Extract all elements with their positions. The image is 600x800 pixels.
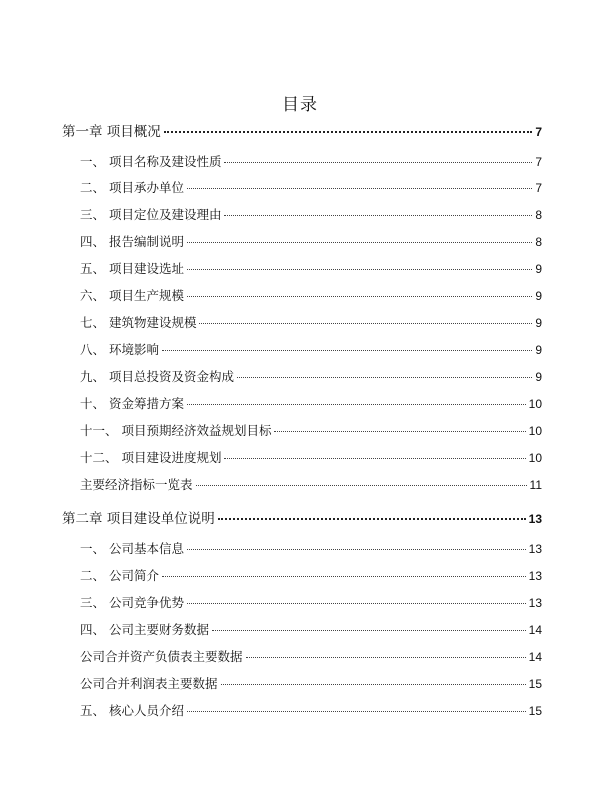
toc-section-entry[interactable] — [80, 647, 542, 665]
toc-entry-label: 三、 项目定位及建设理由 — [80, 207, 222, 222]
toc-section-entry[interactable] — [80, 539, 542, 557]
toc-entry-page-number: 7 — [535, 181, 542, 195]
dot-leader — [196, 485, 527, 486]
toc-entry-page-number: 13 — [528, 542, 542, 556]
toc-entry-label: 七、 建筑物建设规模 — [80, 315, 197, 330]
toc-entry-page-number: 14 — [528, 623, 542, 637]
toc-entry-page-number: 10 — [528, 424, 542, 438]
toc-entry-label: 五、 项目建设选址 — [80, 261, 184, 276]
toc-entry-page-number: 9 — [535, 316, 542, 330]
dot-leader — [187, 296, 532, 297]
toc-entry-page-number: 9 — [535, 289, 542, 303]
toc-entry-page-number: 13 — [528, 569, 542, 583]
toc-chapter-entry[interactable] — [62, 507, 542, 527]
dot-leader — [187, 188, 532, 189]
toc-section-entry[interactable] — [80, 475, 542, 493]
toc-entry-label: 三、 公司竞争优势 — [80, 595, 184, 610]
toc-entry-label: 四、 公司主要财务数据 — [80, 622, 209, 637]
dot-leader — [162, 350, 532, 351]
dot-leader — [246, 657, 526, 658]
toc-entry-label: 公司合并资产负债表主要数据 — [80, 649, 243, 664]
toc-section-entry[interactable] — [80, 448, 542, 466]
toc-entry-page-number: 13 — [528, 512, 542, 526]
toc-entry-page-number: 11 — [529, 478, 542, 492]
dot-leader — [187, 549, 526, 550]
dot-leader — [224, 215, 532, 216]
toc-section-entry[interactable] — [80, 593, 542, 611]
toc-entry-label: 八、 环境影响 — [80, 342, 159, 357]
toc-entry-label: 二、 项目承办单位 — [80, 180, 184, 195]
toc-entry-label: 十一、 项目预期经济效益规划目标 — [80, 423, 272, 438]
toc-section-entry[interactable] — [80, 205, 542, 223]
toc-entry-label: 公司合并利润表主要数据 — [80, 676, 218, 691]
toc-entry-page-number: 8 — [535, 208, 542, 222]
toc-entry-page-number: 9 — [535, 262, 542, 276]
toc-entry-page-number: 15 — [528, 704, 542, 718]
toc-entry-label: 二、 公司简介 — [80, 568, 159, 583]
toc-entry-page-number: 8 — [535, 235, 542, 249]
dot-leader — [187, 242, 532, 243]
toc-section-entry[interactable] — [80, 394, 542, 412]
toc-section-entry[interactable] — [80, 286, 542, 304]
dot-leader — [164, 131, 533, 133]
toc-entry-page-number: 9 — [535, 370, 542, 384]
toc-entry-label: 第二章 项目建设单位说明 — [62, 511, 215, 527]
dot-leader — [224, 162, 532, 163]
toc-entry-page-number: 7 — [535, 155, 542, 169]
toc-entry-page-number: 7 — [535, 125, 542, 139]
dot-leader — [224, 458, 525, 459]
toc-section-entry[interactable] — [80, 178, 542, 196]
toc-section-entry[interactable] — [80, 701, 542, 719]
toc-entry-label: 十二、 项目建设进度规划 — [80, 450, 222, 465]
dot-leader — [187, 603, 526, 604]
toc-entry-page-number: 9 — [535, 343, 542, 357]
toc-entry-label: 第一章 项目概况 — [62, 124, 161, 140]
toc-section-entry[interactable] — [80, 566, 542, 584]
toc-entry-label: 四、 报告编制说明 — [80, 234, 184, 249]
toc-entry-label: 九、 项目总投资及资金构成 — [80, 369, 234, 384]
toc-entry-page-number: 10 — [528, 451, 542, 465]
toc-section-entry[interactable] — [80, 259, 542, 277]
toc-section-entry[interactable] — [80, 152, 542, 170]
toc-section-entry[interactable] — [80, 620, 542, 638]
dot-leader — [187, 269, 532, 270]
toc-title: 目录 — [282, 95, 318, 115]
toc-section-entry[interactable] — [80, 674, 542, 692]
dot-leader — [218, 518, 526, 520]
dot-leader — [237, 377, 532, 378]
dot-leader — [187, 404, 526, 405]
toc-entry-page-number: 14 — [528, 650, 542, 664]
toc-entry-label: 一、 项目名称及建设性质 — [80, 154, 222, 169]
toc-section-entry[interactable] — [80, 340, 542, 358]
toc-section-entry[interactable] — [80, 313, 542, 331]
toc-entry-label: 六、 项目生产规模 — [80, 288, 184, 303]
toc-section-entry[interactable] — [80, 367, 542, 385]
dot-leader — [162, 576, 526, 577]
toc-chapter-entry[interactable] — [62, 120, 542, 140]
toc-entry-page-number: 15 — [528, 677, 542, 691]
toc-entry-page-number: 13 — [528, 596, 542, 610]
toc-entry-label: 五、 核心人员介绍 — [80, 703, 184, 718]
dot-leader — [187, 711, 526, 712]
dot-leader — [212, 630, 526, 631]
toc-entry-label: 主要经济指标一览表 — [80, 477, 193, 492]
toc-entry-label: 一、 公司基本信息 — [80, 541, 184, 556]
toc-section-entry[interactable] — [80, 232, 542, 250]
dot-leader — [199, 323, 532, 324]
toc-entry-page-number: 10 — [528, 397, 542, 411]
dot-leader — [274, 431, 525, 432]
toc-entry-label: 十、 资金筹措方案 — [80, 396, 184, 411]
toc-section-entry[interactable] — [80, 421, 542, 439]
dot-leader — [221, 684, 526, 685]
